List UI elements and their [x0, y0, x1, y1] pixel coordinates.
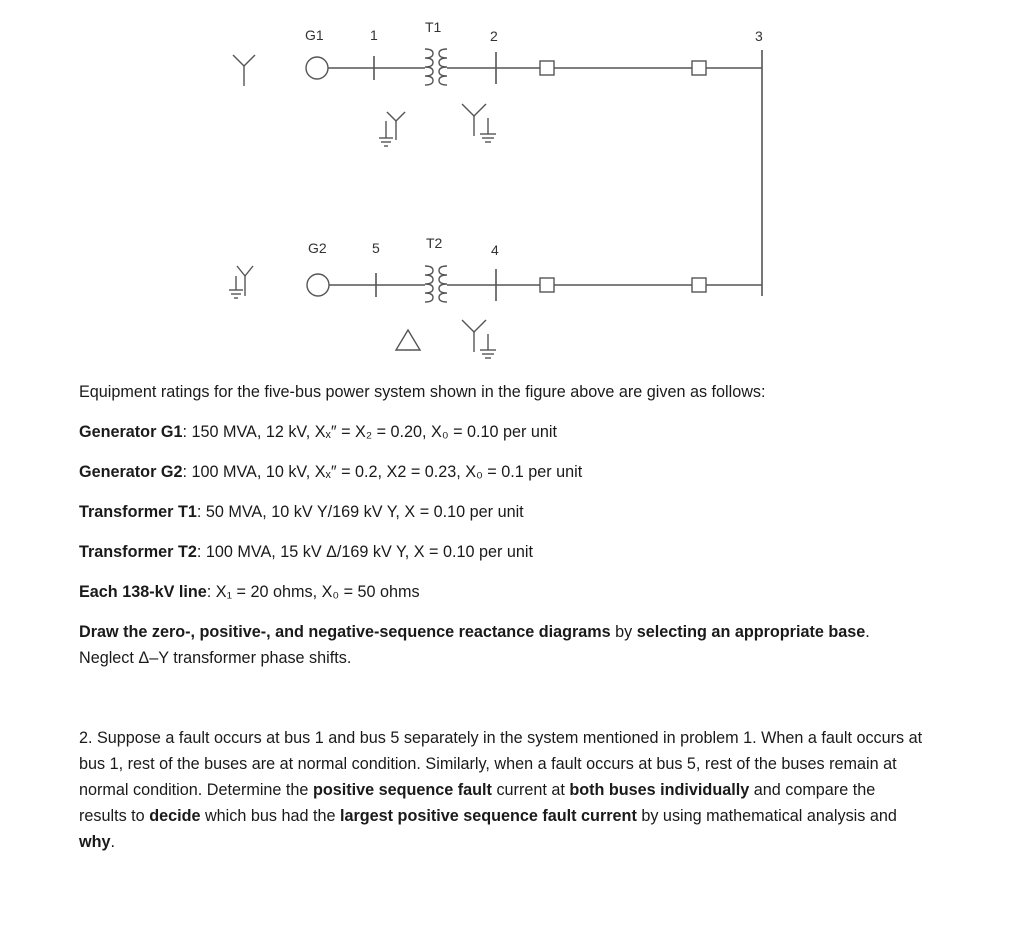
task-bold-2: selecting an appropriate base [636, 623, 866, 641]
g2-generator-symbol [307, 274, 329, 296]
t2-rating-spec: : 100 MVA, 15 kV Δ/169 kV Y, X = 0.10 per unit [196, 543, 533, 561]
g2-rating-spec: : 100 MVA, 10 kV, Xₓ″ = 0.2, X2 = 0.23, X₀ = 0.1 per unit [182, 463, 583, 481]
bus-5-label: 5 [372, 240, 380, 256]
breaker-line43-a [540, 278, 554, 292]
g1-rating-spec: : 150 MVA, 12 kV, Xₓ″ = X₂ = 0.20, X₀ = 0.10 per unit [182, 423, 558, 441]
t1-label: T1 [425, 19, 442, 35]
problem2-text: 2. Suppose a fault occurs at bus 1 and bus 5 separately in the system mentioned in problem 1. When a fault occurs at bus 1, rest of the buses are at normal condition. Similarly, when a fault occurs at bus 5, rest of the buses remain at normal condition. Determine the positive sequence fault current at both buses individually and compare the results to decide which bus had the largest positive sequence fault current by using mathematical analysis and why. [79, 729, 923, 851]
t1-rating-label: Transformer T1 [79, 503, 197, 521]
line-rating-label: Each 138-kV line [79, 583, 207, 601]
bus-2-label: 2 [490, 28, 498, 44]
g2-rating-label: Generator G2 [79, 463, 183, 481]
g2-rating [79, 459, 939, 485]
breaker-line23-b [692, 61, 706, 75]
t2-primary-delta-symbol [396, 330, 420, 350]
g1-label: G1 [305, 27, 324, 43]
t1-primary-grounded-wye-symbol [379, 112, 405, 146]
task-line-2: Neglect Δ–Y transformer phase shifts. [79, 649, 352, 667]
one-line-diagram [0, 0, 1024, 370]
line-rating [79, 579, 939, 605]
breaker-line43-b [692, 278, 706, 292]
t2-secondary-grounded-wye-symbol [462, 320, 496, 358]
g1-rating [79, 419, 939, 445]
g2-grounded-wye-symbol [229, 266, 253, 298]
t2-rating [79, 539, 939, 565]
t1-secondary-grounded-wye-symbol [462, 104, 496, 142]
t1-transformer-symbol [425, 49, 447, 85]
problem1-task: Draw the zero-, positive-, and negative-sequence reactance diagrams by selecting an appropriate base. Neglect Δ–Y transformer phase shifts. [79, 623, 870, 667]
line-rating-spec: : X₁ = 20 ohms, X₀ = 50 ohms [206, 583, 420, 601]
task-bold-1: Draw the zero-, positive-, and negative-sequence reactance diagrams [79, 623, 611, 641]
t2-label: T2 [426, 235, 443, 251]
t2-rating-label: Transformer T2 [79, 543, 197, 561]
breaker-line23-a [540, 61, 554, 75]
g1-wye-symbol [233, 55, 255, 86]
t2-transformer-symbol [425, 266, 447, 302]
problem1-intro: Equipment ratings for the five-bus power system shown in the figure above are given as follows: [79, 383, 766, 401]
g2-label: G2 [308, 240, 327, 256]
bus-3-label: 3 [755, 28, 763, 44]
bus-4-label: 4 [491, 242, 499, 258]
g1-rating-label: Generator G1 [79, 423, 183, 441]
bus-1-label: 1 [370, 27, 378, 43]
t1-rating [79, 499, 939, 525]
g1-generator-symbol [306, 57, 328, 79]
t1-rating-spec: : 50 MVA, 10 kV Y/169 kV Y, X = 0.10 per unit [196, 503, 524, 521]
